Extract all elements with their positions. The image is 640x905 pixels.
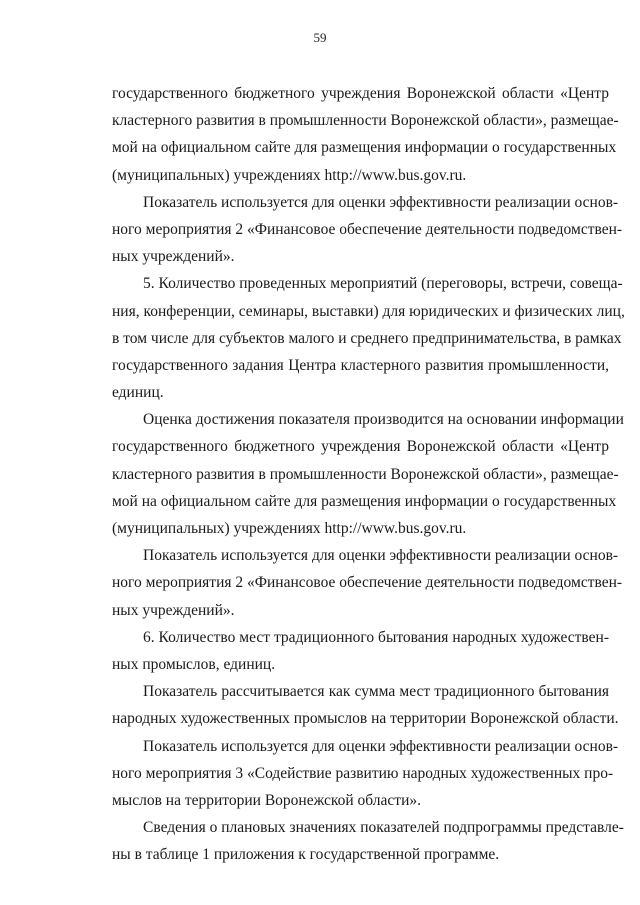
text-line: мыслов на территории Воронежской области».: [112, 791, 421, 809]
page-number: 59: [313, 30, 327, 45]
text-line: в том числе для субъектов малого и среднего предпринимательства, в рамках: [112, 329, 622, 347]
text-line: единиц.: [112, 384, 164, 402]
text-line: (муниципальных) учреждениях http://www.bus.gov.ru.: [112, 166, 467, 184]
text-line: ного мероприятия 2 «Финансовое обеспечение деятельности подведомствен-: [112, 574, 623, 592]
text-line: ных промыслов, единиц.: [112, 655, 276, 673]
document-body: [112, 80, 625, 868]
text-line: кластерного развития в промышленности Воронежской области», размещае-: [112, 112, 619, 130]
text-line: ного мероприятия 2 «Финансовое обеспечение деятельности подведомствен-: [112, 220, 623, 238]
text-line: ных учреждений».: [112, 601, 235, 619]
text-line: государственного бюджетного учреждения Воронежской области «Центр: [112, 85, 609, 102]
text-line: Показатель используется для оценки эффективности реализации основ-: [143, 547, 619, 565]
text-line: Сведения о плановых значениях показателей подпрограммы представле-: [143, 819, 624, 837]
text-line: Показатель рассчитывается как сумма мест традиционного бытования: [143, 683, 609, 701]
text-line: государственного бюджетного учреждения Воронежской области «Центр: [112, 438, 609, 456]
text-line: ния, конференции, семинары, выставки) для юридических и физических лиц,: [112, 302, 625, 320]
text-line: государственного задания Центра кластерного развития промышленности,: [112, 356, 609, 374]
text-line: 6. Количество мест традиционного бытования народных художествен-: [143, 628, 609, 646]
text-line: (муниципальных) учреждениях http://www.bus.gov.ru.: [112, 520, 467, 537]
text-line: ны в таблице 1 приложения к государственной программе.: [112, 846, 500, 864]
text-line: кластерного развития в промышленности Воронежской области», размещае-: [112, 465, 619, 483]
text-line: Оценка достижения показателя производится на основании информации: [143, 411, 624, 429]
text-line: Показатель используется для оценки эффективности реализации основ-: [143, 193, 619, 211]
text-line: ных учреждений».: [112, 248, 235, 266]
text-line: 5. Количество проведенных мероприятий (переговоры, встречи, совеща-: [143, 275, 623, 293]
text-line: народных художественных промыслов на территории Воронежской области.: [112, 710, 619, 728]
text-line: Показатель используется для оценки эффективности реализации основ-: [143, 737, 619, 755]
text-line: мой на официальном сайте для размещения информации о государственных: [112, 492, 617, 510]
text-line: ного мероприятия 3 «Содействие развитию народных художественных про-: [112, 764, 614, 782]
text-line: мой на официальном сайте для размещения информации о государственных: [112, 139, 617, 157]
